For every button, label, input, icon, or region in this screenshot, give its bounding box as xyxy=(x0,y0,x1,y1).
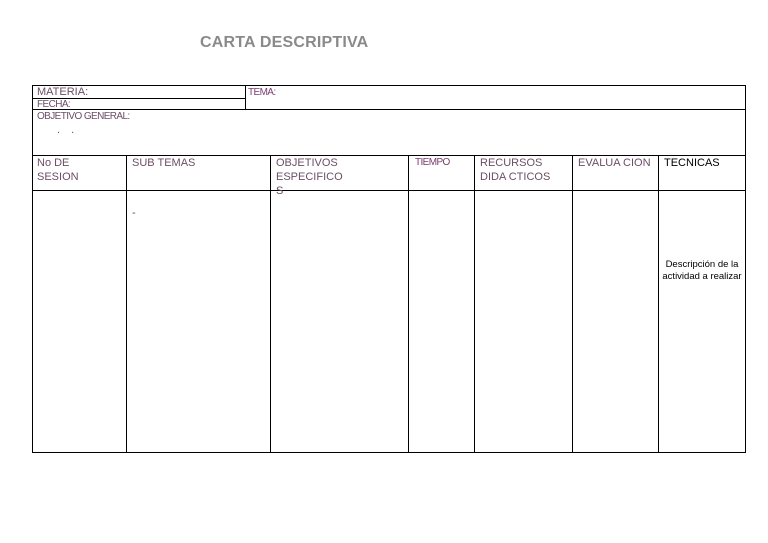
column-header-tiempo: TIEMPO xyxy=(415,157,450,168)
carta-descriptiva-table xyxy=(32,85,746,453)
column-header-evaluacion: EVALUA CION xyxy=(578,157,651,169)
column-divider xyxy=(474,155,475,452)
tema-label: TEMA: xyxy=(248,87,276,98)
column-divider xyxy=(270,155,271,452)
fecha-label: FECHA: xyxy=(37,99,71,110)
divider xyxy=(33,190,745,191)
column-divider xyxy=(408,155,409,452)
objetivo-general-value: . . xyxy=(57,124,79,136)
column-header-objetivos: OBJETIVOS ESPECIFICO S xyxy=(276,157,343,197)
page-title: CARTA DESCRIPTIVA xyxy=(200,34,369,51)
column-divider xyxy=(658,155,659,452)
materia-label: MATERIA: xyxy=(37,86,89,98)
column-divider xyxy=(572,155,573,452)
column-divider xyxy=(126,155,127,452)
divider xyxy=(245,86,246,109)
column-header-sub-temas: SUB TEMAS xyxy=(132,157,196,169)
objetivo-general-label: OBJETIVO GENERAL: xyxy=(37,111,130,122)
column-header-sesion: No DE SESION xyxy=(37,157,79,183)
sub-temas-value: - xyxy=(132,207,136,219)
divider xyxy=(33,109,745,110)
tecnicas-description: Descripción de la actividad a realizar xyxy=(662,259,742,282)
column-header-tecnicas: TECNICAS xyxy=(664,157,720,169)
column-header-recursos: RECURSOS DIDA CTICOS xyxy=(480,157,551,183)
